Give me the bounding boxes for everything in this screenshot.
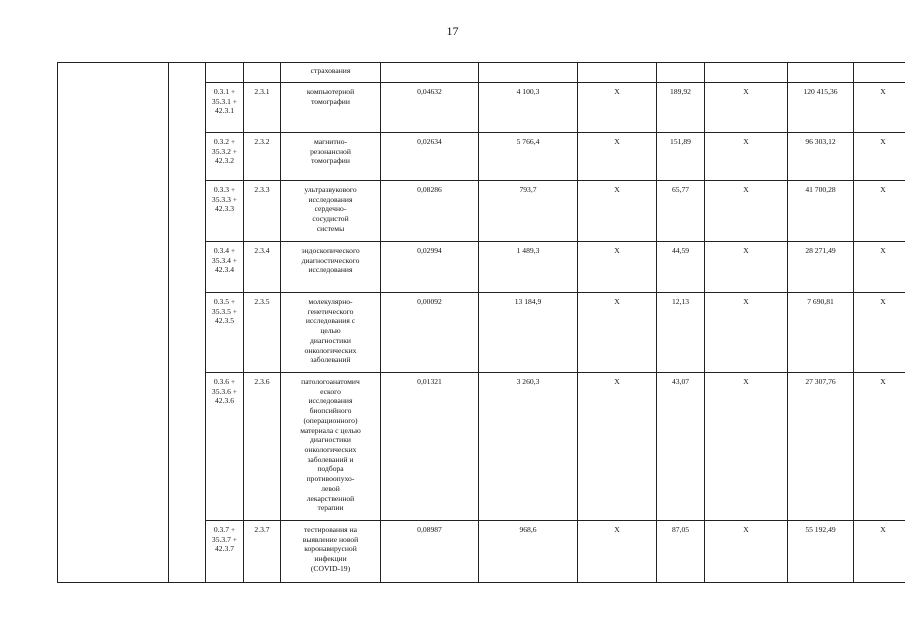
value-cell: X xyxy=(705,293,788,373)
page-number: 17 xyxy=(446,24,459,38)
value-cell: 44,59 xyxy=(657,242,705,293)
name-cell: ультразвукового исследования сердечно- сосудистой системы xyxy=(281,181,381,242)
value-cell: X xyxy=(854,181,905,242)
num-cell: 2.3.6 xyxy=(244,373,281,521)
value-cell: X xyxy=(578,133,657,181)
code-cell: 0.3.2 + 35.3.2 + 42.3.2 xyxy=(206,133,244,181)
num-cell: 2.3.2 xyxy=(244,133,281,181)
value-cell: 0,01321 xyxy=(381,373,479,521)
value-cell: X xyxy=(705,242,788,293)
num-cell: 2.3.7 xyxy=(244,521,281,583)
blank-cell xyxy=(58,63,169,583)
value-cell: 0,08286 xyxy=(381,181,479,242)
code-cell: 0.3.3 + 35.3.3 + 42.3.3 xyxy=(206,181,244,242)
value-cell: X xyxy=(854,521,905,583)
table-row-header xyxy=(58,63,905,83)
value-cell: 151,89 xyxy=(657,133,705,181)
value-cell: X xyxy=(705,133,788,181)
value-cell: 0,02994 xyxy=(381,242,479,293)
name-cell: компьютерной томографии xyxy=(281,83,381,133)
value-cell: X xyxy=(705,373,788,521)
value-cell xyxy=(657,63,705,83)
value-cell: X xyxy=(578,242,657,293)
value-cell: 0,00092 xyxy=(381,293,479,373)
value-cell xyxy=(854,63,905,83)
value-cell: 4 100,3 xyxy=(479,83,578,133)
value-cell: X xyxy=(705,521,788,583)
value-cell: 96 303,12 xyxy=(788,133,854,181)
value-cell: 13 184,9 xyxy=(479,293,578,373)
code-cell: 0.3.1 + 35.3.1 + 42.3.1 xyxy=(206,83,244,133)
value-cell: 27 307,76 xyxy=(788,373,854,521)
value-cell: X xyxy=(578,83,657,133)
value-cell xyxy=(788,63,854,83)
num-cell: 2.3.4 xyxy=(244,242,281,293)
value-cell: 41 700,28 xyxy=(788,181,854,242)
value-cell: X xyxy=(854,242,905,293)
value-cell: 28 271,49 xyxy=(788,242,854,293)
value-cell: X xyxy=(854,293,905,373)
value-cell: X xyxy=(854,83,905,133)
num-cell: 2.3.5 xyxy=(244,293,281,373)
value-cell: X xyxy=(578,521,657,583)
value-cell: 0,08987 xyxy=(381,521,479,583)
value-cell: 1 489,3 xyxy=(479,242,578,293)
name-cell: тестирования на выявление новой коронавирусной инфекции (COVID-19) xyxy=(281,521,381,583)
value-cell xyxy=(479,63,578,83)
num-cell: 2.3.3 xyxy=(244,181,281,242)
name-cell: патологоанатомич еского исследования биопсийного (операционного) материала с целью диагностики онкологических заболеваний и подбора противоопухо- левой лекарственной терапии xyxy=(281,373,381,521)
name-cell: магнитно- резонансной томографии xyxy=(281,133,381,181)
value-cell xyxy=(705,63,788,83)
value-cell: 3 260,3 xyxy=(479,373,578,521)
value-cell: 968,6 xyxy=(479,521,578,583)
code-cell: 0.3.5 + 35.3.5 + 42.3.5 xyxy=(206,293,244,373)
name-cell: страхования xyxy=(281,63,381,83)
value-cell: 43,07 xyxy=(657,373,705,521)
value-cell: 120 415,36 xyxy=(788,83,854,133)
value-cell: X xyxy=(578,293,657,373)
value-cell xyxy=(381,63,479,83)
name-cell: молекулярно- генетического исследования с целью диагностики онкологических заболеваний xyxy=(281,293,381,373)
value-cell: 0,04632 xyxy=(381,83,479,133)
name-cell: эндоскопического диагностического исследования xyxy=(281,242,381,293)
value-cell: 87,05 xyxy=(657,521,705,583)
value-cell: X xyxy=(705,83,788,133)
value-cell: 189,92 xyxy=(657,83,705,133)
code-cell: 0.3.7 + 35.3.7 + 42.3.7 xyxy=(206,521,244,583)
value-cell: 7 690,81 xyxy=(788,293,854,373)
value-cell: X xyxy=(854,133,905,181)
blank-cell xyxy=(169,63,206,583)
value-cell: X xyxy=(578,373,657,521)
num-cell xyxy=(244,63,281,83)
value-cell xyxy=(578,63,657,83)
value-cell: 5 766,4 xyxy=(479,133,578,181)
code-cell: 0.3.6 + 35.3.6 + 42.3.6 xyxy=(206,373,244,521)
value-cell: X xyxy=(578,181,657,242)
value-cell: 793,7 xyxy=(479,181,578,242)
value-cell: 55 192,49 xyxy=(788,521,854,583)
code-cell xyxy=(206,63,244,83)
code-cell: 0.3.4 + 35.3.4 + 42.3.4 xyxy=(206,242,244,293)
value-cell: X xyxy=(854,373,905,521)
data-table xyxy=(57,62,905,583)
value-cell: 0,02634 xyxy=(381,133,479,181)
value-cell: 12,13 xyxy=(657,293,705,373)
value-cell: X xyxy=(705,181,788,242)
value-cell: 65,77 xyxy=(657,181,705,242)
num-cell: 2.3.1 xyxy=(244,83,281,133)
